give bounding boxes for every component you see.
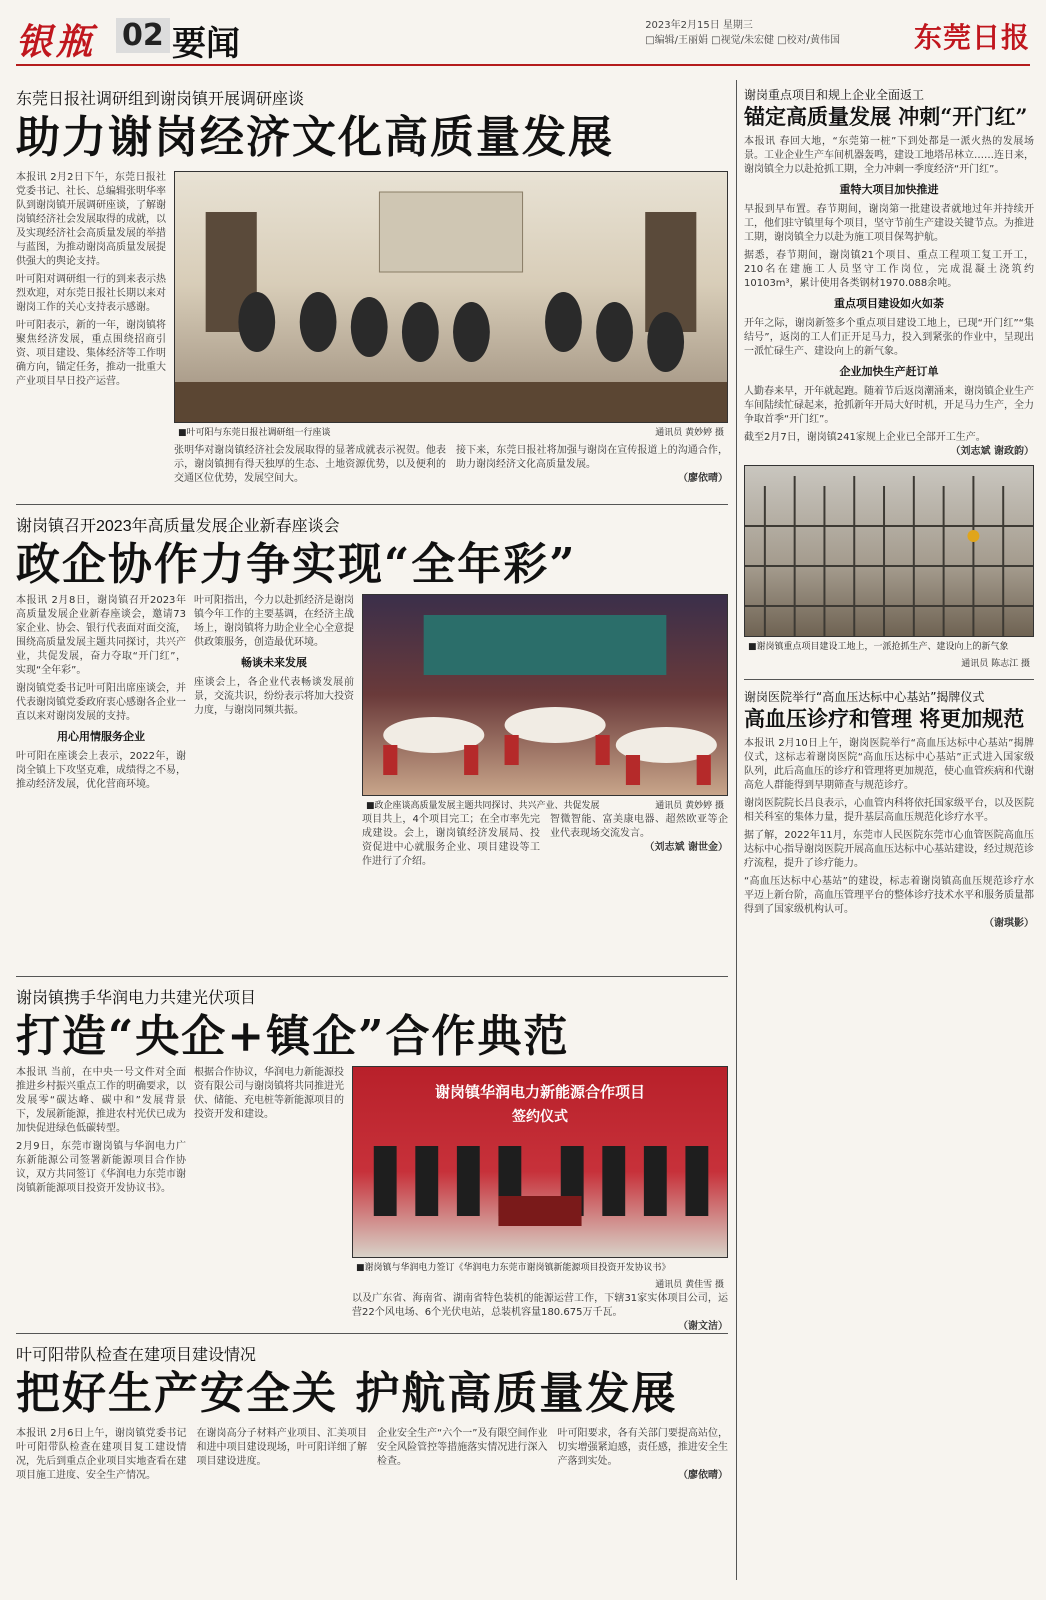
article-4-mid: 企业安全生产“六个一”及有限空间作业安全风险管控等措施落实情况进行深入检查。: [377, 1428, 548, 1467]
divider: [16, 976, 728, 977]
article-1-kicker: 东莞日报社调研组到谢岗镇开展调研座谈: [16, 91, 305, 108]
article-2-tail: 项目共上，4个项目完工；在全市率先完成建设。会上，谢岗镇经济发展局、投资促进中心就服务企业、项目建设等工作进行了介绍。: [362, 814, 540, 867]
divider: [744, 679, 1034, 680]
right-2-p2: 据了解，2022年11月，东莞市人民医院东莞市心血管医院高血压达标中心指导谢岗医院开展高血压达标中心基站建设，经过规范诊疗流程，提升了诊疗能力。: [744, 830, 1034, 869]
article-3-author: （谢文洁）: [678, 1321, 728, 1332]
article-3-caption: ■谢岗镇与华润电力签订《华润电力东莞市谢岗镇新能源项目投资开发协议书》: [356, 1263, 671, 1273]
article-1-author: （廖依晴）: [678, 473, 728, 484]
article-3: [16, 985, 728, 1332]
article-3-tail: 以及广东省、海南省、湖南省特色装机的能源运营工作，下辖31家实体项目公司，运营22个风电场、6个光伏电站，总装机容量180.675万千瓦。: [352, 1293, 728, 1318]
issue-date: 2023年2月15日 星期三: [645, 20, 753, 31]
right-1-sub3: 企业加快生产赶订单: [839, 365, 939, 378]
article-2-caption: ■政企座谈高质量发展主题共同探讨、共兴产业、共促发展: [366, 801, 600, 811]
article-1-headline: 助力谢岗经济文化高质量发展: [16, 112, 614, 163]
right-2-p1: 谢岗医院院长吕良表示，心血管内科将依托国家级平台，以及医院相关科室的集体力量，提升基层高血压规范化诊疗水平。: [744, 798, 1034, 823]
right-article-1: [744, 86, 1034, 671]
editors-line: □编辑/王丽娟 □视觉/朱宏健 □校对/黄伟国: [645, 35, 840, 46]
construction-scaffold-illustration: [745, 466, 1033, 636]
article-1-caption: ■叶可阳与东莞日报社调研组一行座谈: [178, 428, 331, 438]
right-1-photo: [744, 465, 1034, 637]
article-3-kicker: 谢岗镇携手华润电力共建光伏项目: [16, 990, 257, 1007]
article-4-kicker: 叶可阳带队检查在建项目建设情况: [16, 1347, 257, 1364]
left-column: [16, 80, 728, 1562]
article-1-para2: 叶可阳对调研组一行的到来表示热烈欢迎，对东莞日报社长期以来对谢岗工作的关心支持表示感谢。: [16, 274, 166, 313]
article-3-mid: 根据合作协议，华润电力新能源投资有限公司与谢岗镇将共同推进光伏、储能、充电桩等新能源项目的投资开发和建设。: [194, 1067, 344, 1120]
right-1-p4: 人勤春来早，开年就起跑。随着节后返岗潮涌来，谢岗镇企业生产车间陆续忙碌起来，抢抓新年开局大好时机，开足马力生产，全力争取首季“开门红”。: [744, 386, 1034, 425]
article-2-sub1: 用心用情服务企业: [57, 730, 145, 743]
article-4-lead: 本报讯 2月6日上午，谢岗镇党委书记叶可阳带队检查在建项目复工建设情况，先后到重点企业项目实地查看在建项目施工进度、安全生产情况。: [16, 1428, 187, 1481]
right-1-p5: 截至2月7日，谢岗镇241家规上企业已全部开工生产。: [744, 432, 986, 443]
right-2-headline: 高血压诊疗和管理 将更加规范: [744, 706, 1025, 731]
article-2-para3: 叶可阳在座谈会上表示，2022年，谢岗全镇上下攻坚克难，成绩得之不易，推动经济发展，优化营商环境。: [16, 751, 186, 790]
signing-banner-subtitle: 签约仪式: [512, 1109, 568, 1125]
paper-name: 东莞日报: [913, 21, 1030, 54]
article-4: [16, 1342, 728, 1562]
article-1: [16, 86, 728, 496]
right-1-lead: 本报讯 春回大地，“东莞第一桩”下到处都是一派火热的发展场景。工业企业生产车间机器轰鸣，建设工地塔吊林立……连日来，谢岗镇全力以赴抢抓工期，全力冲刺一季度经济“开门红”。: [744, 136, 1034, 175]
article-3-photo: [352, 1066, 728, 1258]
article-3-headline: 打造“央企+镇企”合作典范: [16, 1011, 570, 1062]
article-1-tail: 接下来，东莞日报社将加强与谢岗在宣传报道上的沟通合作，助力谢岗经济文化高质量发展。: [456, 445, 728, 470]
right-1-photo-credit: 通讯员 陈志江 摄: [961, 659, 1030, 669]
right-2-p3: “高血压达标中心基站”的建设，标志着谢岗镇高血压规范诊疗水平迈上新台阶，高血压管理平台的整体诊疗技术水平和服务质量都得到了国家级机构认可。: [744, 876, 1034, 915]
article-2-para4: 座谈会上，各企业代表畅谈发展前景，交流共识，纷纷表示将加大投资力度，与谢岗同频共振。: [194, 677, 354, 716]
column-divider: [736, 80, 737, 1580]
right-1-author: （刘志斌 谢政韵）: [950, 446, 1034, 457]
article-3-lead: 本报讯 当前，在中央一号文件对全面推进乡村振兴重点工作的明确要求，以发展零“碳达峰、碳中和”发展背景下，发展新能源，推进农村光伏已成为加快促进绿色低碳转型。: [16, 1067, 186, 1134]
article-1-photo: [174, 171, 728, 423]
article-2-para2: 谢岗镇党委书记叶可阳出席座谈会，并代表谢岗镇党委政府衷心感谢各企业一直以来对谢岗发展的支持。: [16, 683, 186, 722]
issue-info: [645, 18, 840, 48]
article-2-lead: 本报讯 2月8日，谢岗镇召开2023年高质量发展企业新春座谈会，邀请73家企业、协会、银行代表面对面交流，围绕高质量发展主题共同探讨，共兴产业，共促发展，奋力夺取“开门红”，实现“全年彩”。: [16, 595, 186, 676]
right-1-p1: 早报到早布置。春节期间，谢岗第一批建设者就地过年并持续开工，他们驻守镇里每个项目，坚守节前生产建设关键节点。为推进工期，谢岗镇全力以赴为施工项目保驾护航。: [744, 204, 1034, 243]
article-2-mid: 叶可阳指出，今力以赴抓经济是谢岗镇今年工作的主要基调，在经济主战场上，谢岗镇将力助企业全心全意提供政策服务，创造最优环境。: [194, 595, 354, 648]
article-1-lead: 本报讯 2月2日下午，东莞日报社党委书记、社长、总编辑张明华率队到谢岗镇开展调研座谈，了解谢岗镇经济社会发展取得的成就，以及实现经济社会高质量发展的举措与蓝图，为推动谢岗高质量发展提供强大的舆论支持。: [16, 172, 166, 267]
article-4-para2: 在谢岗高分子材料产业项目、汇美项目和进中项目建设现场，叶可阳详细了解项目建设进度。: [196, 1428, 367, 1467]
right-1-sub2: 重点项目建设如火如荼: [834, 297, 944, 310]
article-4-author: （廖依晴）: [678, 1470, 728, 1481]
article-2-headline: 政企协作力争实现“全年彩”: [16, 539, 577, 590]
meeting-room-illustration: [175, 172, 727, 422]
article-4-tail: 叶可阳要求，各有关部门要提高站位，切实增强紧迫感，责任感，推进安全生产落到实处。: [557, 1428, 728, 1467]
masthead: [16, 14, 1030, 66]
right-1-kicker: 谢岗重点项目和规上企业全面返工: [744, 88, 925, 102]
article-2-sub2: 畅谈未来发展: [241, 656, 307, 669]
page-number: 02: [116, 18, 170, 53]
right-1-sub1: 重特大项目加快推进: [839, 183, 939, 196]
right-2-author: （谢琪影）: [984, 918, 1034, 929]
article-1-para3: 叶可阳表示，新的一年，谢岗镇将聚焦经济发展，重点围绕招商引资、项目建设、集体经济等工作明确方向，锚定任务，推动一批重大产业项目早日投产运营。: [16, 320, 166, 387]
article-1-mid: 张明华对谢岗镇经济社会发展取得的显著成就表示祝贺。他表示，谢岗镇拥有得天独厚的生态、土地资源优势，以及便利的交通区位优势，发展空间大。: [174, 445, 446, 484]
right-1-headline: 锚定高质量发展 冲刺“开门红”: [744, 104, 1028, 129]
article-2-author: （刘志斌 谢世金）: [644, 842, 728, 853]
signing-group-illustration: [353, 1126, 727, 1236]
right-2-lead: 本报讯 2月10日上午，谢岗医院举行“高血压达标中心基站”揭牌仪式，这标志着谢岗医院“高血压达标中心基站”正式进入国家级队列，此后高血压的诊疗和管理将更加规范，使心血管疾病和代谢高危人群能得到早期筛查与规范诊疗。: [744, 738, 1034, 791]
right-1-p3: 开年之际，谢岗新签多个重点项目建设工地上，已现“开门红”“集结号”，返岗的工人们正开足马力，投入到紧张的作业中，呈现出一派忙碌生产、建设向上的新气象。: [744, 318, 1034, 357]
article-4-headline: 把好生产安全关 护航高质量发展: [16, 1368, 678, 1419]
article-2-photo-credit: 通讯员 黄妙婷 摄: [655, 801, 724, 811]
article-3-photo-credit: 通讯员 黄佳雪 摄: [655, 1280, 724, 1290]
banquet-hall-illustration: [363, 595, 727, 795]
article-1-photo-credit: 通讯员 黄妙婷 摄: [655, 428, 724, 438]
brand-logo: 银瓶: [16, 21, 97, 63]
divider: [16, 504, 728, 505]
section-title: 要闻: [172, 24, 240, 64]
article-2-kicker: 谢岗镇召开2023年高质量发展企业新春座谈会: [16, 518, 340, 535]
signing-banner-title: 谢岗镇华润电力新能源合作项目: [434, 1083, 645, 1101]
right-article-2: [744, 688, 1034, 931]
right-1-caption: ■谢岗镇重点项目建设工地上，一派抢抓生产、建设向上的新气象: [748, 642, 1009, 652]
article-3-para2: 2月9日，东莞市谢岗镇与华润电力广东新能源公司签署新能源项目合作协议，双方共同签订《华润电力东莞市谢岗镇新能源项目投资开发协议书》。: [16, 1141, 186, 1194]
right-1-p2: 据悉，春节期间，谢岗镇21个项目、重点工程项工复工开工，210名在建施工人员坚守工作岗位，完成混凝土浇筑约10103m³，累计使用各类钢材1970.088余吨。: [744, 250, 1034, 289]
right-column: [744, 80, 1034, 931]
article-2: [16, 513, 728, 968]
right-2-kicker: 谢岗医院举行“高血压达标中心基站”揭牌仪式: [744, 690, 985, 704]
article-2-tail2: 智微智能、富美康电器、超然欧亚等企业代表现场交流发言。: [550, 814, 728, 839]
article-2-photo: [362, 594, 728, 796]
